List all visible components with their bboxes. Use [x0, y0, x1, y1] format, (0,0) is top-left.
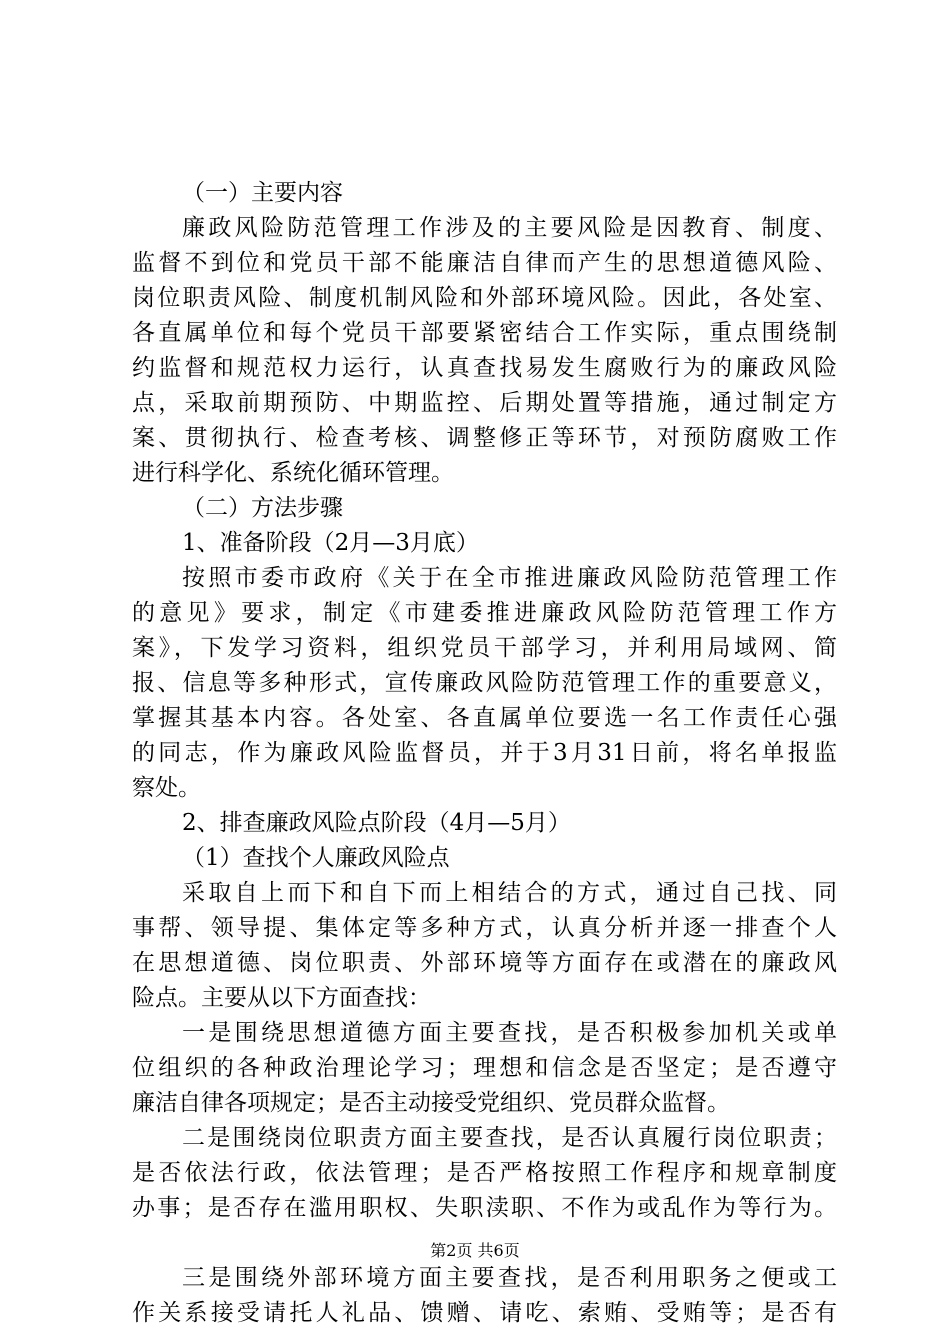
heading-main-content: （一）主要内容 — [182, 180, 343, 206]
paragraph-line: 一是围绕思想道德方面主要查找，是否积极参加机关或单 — [182, 1020, 837, 1046]
heading-stage-1: 1、准备阶段（2月—3月底） — [182, 530, 479, 556]
paragraph-line: 案、贯彻执行、检查考核、调整修正等环节，对预防腐败工作 — [132, 425, 837, 451]
paragraph-line: 各直属单位和每个党员干部要紧密结合工作实际，重点围绕制 — [132, 320, 837, 346]
heading-stage-2: 2、排查廉政风险点阶段（4月—5月） — [182, 810, 571, 836]
paragraph-line: 作关系接受请托人礼品、馈赠、请吃、索贿、受贿等；是否有 — [132, 1300, 837, 1326]
paragraph-line: 是否依法行政，依法管理；是否严格按照工作程序和规章制度 — [132, 1160, 837, 1186]
paragraph-line: 的意见》要求，制定《市建委推进廉政风险防范管理工作方 — [132, 600, 837, 626]
paragraph-line: 报、信息等多种形式，宣传廉政风险防范管理工作的重要意义， — [132, 670, 837, 696]
paragraph-line: 廉政风险防范管理工作涉及的主要风险是因教育、制度、 — [182, 215, 837, 241]
paragraph-line: 在思想道德、岗位职责、外部环境等方面存在或潜在的廉政风 — [132, 950, 837, 976]
paragraph-line: 三是围绕外部环境方面主要查找，是否利用职务之便或工 — [182, 1265, 837, 1291]
paragraph-line: 按照市委市政府《关于在全市推进廉政风险防范管理工作 — [182, 565, 837, 591]
paragraph-line: 采取自上而下和自下而上相结合的方式，通过自己找、同 — [182, 880, 837, 906]
paragraph-line: 约监督和规范权力运行，认真查找易发生腐败行为的廉政风险 — [132, 355, 837, 381]
page-number-footer: 第2页 共6页 — [430, 1241, 520, 1260]
paragraph-line: 岗位职责风险、制度机制风险和外部环境风险。因此，各处室、 — [132, 285, 837, 311]
paragraph-line: 险点。主要从以下方面查找： — [132, 985, 431, 1011]
paragraph-line: 案》，下发学习资料，组织党员干部学习，并利用局域网、简 — [132, 635, 837, 661]
paragraph-line: 进行科学化、系统化循环管理。 — [132, 460, 454, 486]
paragraph-line: 察处。 — [132, 775, 201, 801]
paragraph-line: 事帮、领导提、集体定等多种方式，认真分析并逐一排查个人 — [132, 915, 837, 941]
paragraph-line: 掌握其基本内容。各处室、各直属单位要选一名工作责任心强 — [132, 705, 837, 731]
paragraph-line: 二是围绕岗位职责方面主要查找，是否认真履行岗位职责； — [182, 1125, 837, 1151]
paragraph-line: 办事；是否存在滥用职权、失职渎职、不作为或乱作为等行为。 — [132, 1195, 837, 1221]
document-body — [132, 176, 837, 1331]
paragraph-line: 的同志，作为廉政风险监督员，并于3月31日前，将名单报监 — [132, 740, 837, 766]
paragraph-line: 廉洁自律各项规定；是否主动接受党组织、党员群众监督。 — [132, 1090, 730, 1116]
heading-method-steps: （二）方法步骤 — [182, 495, 343, 521]
paragraph-line: 位组织的各种政治理论学习；理想和信念是否坚定；是否遵守 — [132, 1055, 837, 1081]
paragraph-line: 监督不到位和党员干部不能廉洁自律而产生的思想道德风险、 — [132, 250, 837, 276]
paragraph-line: 点，采取前期预防、中期监控、后期处置等措施，通过制定方 — [132, 390, 837, 416]
heading-sub-1: （1）查找个人廉政风险点 — [182, 845, 450, 871]
